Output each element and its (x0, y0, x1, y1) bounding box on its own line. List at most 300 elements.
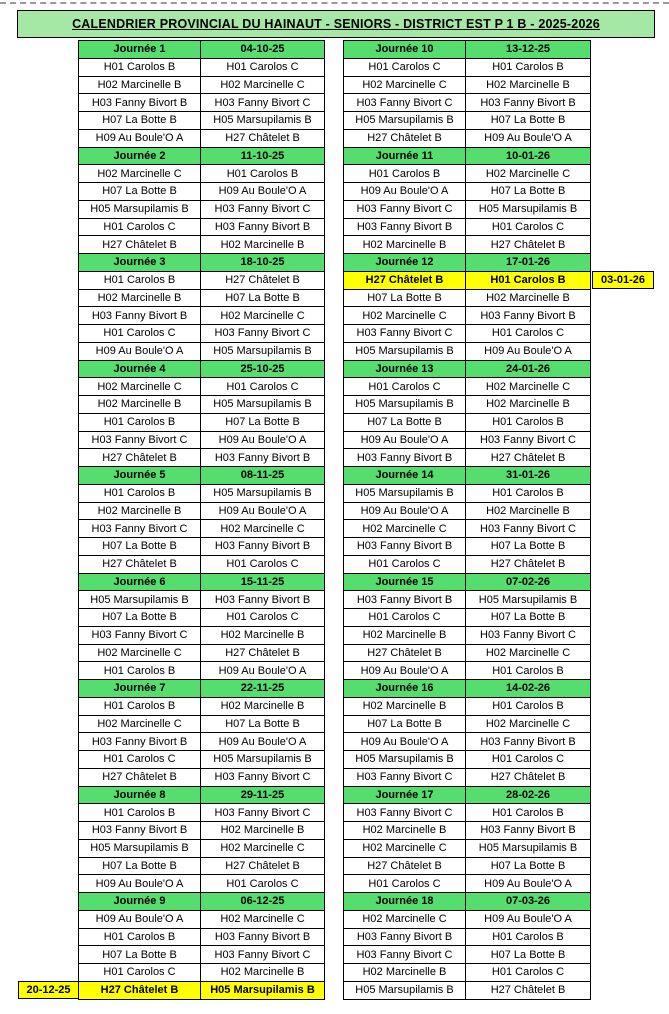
match-row (344, 981, 591, 999)
away-team-cell: H07 La Botte B (466, 857, 591, 875)
journee-header-row (344, 467, 591, 485)
home-team-cell: H05 Marsupilamis B (344, 751, 466, 769)
home-team-cell: H01 Carolos B (79, 413, 201, 431)
page-break-dashed-line (0, 2, 669, 4)
home-team-cell: H27 Châtelet B (79, 236, 201, 254)
match-row (79, 804, 325, 822)
journee-label: Journée 13 (344, 360, 466, 378)
match-row (344, 626, 591, 644)
journee-header-row (344, 893, 591, 911)
journee-label: Journée 16 (344, 680, 466, 698)
home-team-cell: H09 Au Boule'O A (344, 183, 466, 201)
journee-header-row (79, 360, 325, 378)
away-team-cell: H02 Marcinelle B (466, 502, 591, 520)
match-row (344, 129, 591, 147)
away-team-cell: H01 Carolos C (201, 58, 325, 76)
journee-date: 07-03-26 (466, 893, 591, 911)
match-row (79, 644, 325, 662)
postponed-date-label-right: 03-01-26 (592, 271, 654, 289)
journee-label: Journée 12 (344, 254, 466, 272)
home-team-cell: H05 Marsupilamis B (344, 981, 466, 999)
title-bar (17, 10, 655, 38)
home-team-cell: H02 Marcinelle B (344, 822, 466, 840)
away-team-cell: H27 Châtelet B (466, 555, 591, 573)
match-row (344, 609, 591, 627)
home-team-cell: H03 Fanny Bivort C (344, 804, 466, 822)
journee-header-row (344, 254, 591, 272)
away-team-cell: H02 Marcinelle C (466, 644, 591, 662)
match-row (344, 484, 591, 502)
match-row (79, 396, 325, 414)
away-team-cell: H07 La Botte B (201, 413, 325, 431)
journee-label: Journée 11 (344, 147, 466, 165)
journee-label: Journée 18 (344, 893, 466, 911)
match-row (344, 76, 591, 94)
away-team-cell: H01 Carolos B (466, 271, 591, 289)
match-row (79, 289, 325, 307)
match-row (344, 964, 591, 982)
match-row (344, 200, 591, 218)
match-row (79, 271, 325, 289)
home-team-cell: H01 Carolos B (79, 484, 201, 502)
away-team-cell: H01 Carolos C (466, 218, 591, 236)
away-team-cell: H03 Fanny Bivort C (201, 325, 325, 343)
match-row (344, 715, 591, 733)
match-row (79, 626, 325, 644)
away-team-cell: H09 Au Boule'O A (466, 875, 591, 893)
away-team-cell: H01 Carolos B (466, 413, 591, 431)
match-row (344, 591, 591, 609)
home-team-cell: H27 Châtelet B (79, 555, 201, 573)
home-team-cell: H03 Fanny Bivort C (79, 626, 201, 644)
away-team-cell: H03 Fanny Bivort C (201, 804, 325, 822)
home-team-cell: H09 Au Boule'O A (344, 431, 466, 449)
home-team-cell: H09 Au Boule'O A (79, 342, 201, 360)
away-team-cell: H02 Marcinelle C (201, 76, 325, 94)
home-team-cell: H01 Carolos B (79, 58, 201, 76)
away-team-cell: H05 Marsupilamis B (466, 591, 591, 609)
away-team-cell: H07 La Botte B (466, 946, 591, 964)
match-row (344, 875, 591, 893)
home-team-cell: H01 Carolos C (79, 964, 201, 982)
journee-date: 10-01-26 (466, 147, 591, 165)
match-row (79, 307, 325, 325)
away-team-cell: H03 Fanny Bivort B (201, 928, 325, 946)
match-row (79, 183, 325, 201)
away-team-cell: H09 Au Boule'O A (466, 129, 591, 147)
calendar-table-left (78, 40, 325, 1000)
home-team-cell: H27 Châtelet B (79, 981, 201, 999)
away-team-cell: H27 Châtelet B (466, 768, 591, 786)
home-team-cell: H03 Fanny Bivort C (344, 325, 466, 343)
match-row (79, 502, 325, 520)
away-team-cell: H03 Fanny Bivort B (466, 822, 591, 840)
away-team-cell: H05 Marsupilamis B (201, 484, 325, 502)
away-team-cell: H01 Carolos B (466, 58, 591, 76)
home-team-cell: H03 Fanny Bivort C (344, 94, 466, 112)
away-team-cell: H01 Carolos B (466, 928, 591, 946)
match-row (344, 378, 591, 396)
match-row (344, 555, 591, 573)
home-team-cell: H01 Carolos C (344, 58, 466, 76)
home-team-cell: H05 Marsupilamis B (344, 112, 466, 130)
match-row (79, 431, 325, 449)
home-team-cell: H27 Châtelet B (79, 449, 201, 467)
match-row (344, 697, 591, 715)
journee-header-row (344, 147, 591, 165)
home-team-cell: H27 Châtelet B (344, 129, 466, 147)
journee-label: Journée 8 (79, 786, 201, 804)
journee-date: 31-01-26 (466, 467, 591, 485)
match-row (344, 431, 591, 449)
home-team-cell: H03 Fanny Bivort C (344, 768, 466, 786)
home-team-cell: H07 La Botte B (79, 946, 201, 964)
journee-header-row (344, 360, 591, 378)
away-team-cell: H27 Châtelet B (201, 271, 325, 289)
away-team-cell: H03 Fanny Bivort C (201, 94, 325, 112)
journee-label: Journée 17 (344, 786, 466, 804)
away-team-cell: H03 Fanny Bivort B (201, 218, 325, 236)
away-team-cell: H07 La Botte B (201, 289, 325, 307)
match-row (79, 129, 325, 147)
away-team-cell: H07 La Botte B (466, 183, 591, 201)
journee-date: 18-10-25 (201, 254, 325, 272)
match-row (344, 839, 591, 857)
home-team-cell: H05 Marsupilamis B (79, 591, 201, 609)
journee-date: 07-02-26 (466, 573, 591, 591)
journee-label: Journée 3 (79, 254, 201, 272)
journee-header-row (79, 467, 325, 485)
away-team-cell: H27 Châtelet B (466, 236, 591, 254)
match-row (79, 715, 325, 733)
home-team-cell: H02 Marcinelle B (79, 502, 201, 520)
calendar-table-right (343, 40, 591, 1000)
journee-header-row (344, 786, 591, 804)
home-team-cell: H02 Marcinelle C (344, 76, 466, 94)
away-team-cell: H01 Carolos B (466, 484, 591, 502)
match-row (344, 928, 591, 946)
journee-label: Journée 1 (79, 41, 201, 59)
home-team-cell: H09 Au Boule'O A (79, 129, 201, 147)
home-team-cell: H01 Carolos C (344, 609, 466, 627)
away-team-cell: H02 Marcinelle C (201, 307, 325, 325)
home-team-cell: H07 La Botte B (79, 857, 201, 875)
match-row (344, 218, 591, 236)
journee-date: 29-11-25 (201, 786, 325, 804)
home-team-cell: H02 Marcinelle C (344, 839, 466, 857)
journee-header-row (344, 680, 591, 698)
match-row (344, 236, 591, 254)
match-row (344, 857, 591, 875)
away-team-cell: H03 Fanny Bivort C (201, 768, 325, 786)
match-row (344, 768, 591, 786)
home-team-cell: H05 Marsupilamis B (344, 342, 466, 360)
home-team-cell: H02 Marcinelle C (79, 715, 201, 733)
away-team-cell: H05 Marsupilamis B (466, 839, 591, 857)
match-row (79, 538, 325, 556)
match-row (344, 342, 591, 360)
away-team-cell: H01 Carolos C (466, 751, 591, 769)
match-row (344, 165, 591, 183)
away-team-cell: H03 Fanny Bivort C (201, 200, 325, 218)
away-team-cell: H02 Marcinelle C (466, 165, 591, 183)
away-team-cell: H07 La Botte B (201, 715, 325, 733)
away-team-cell: H01 Carolos C (201, 555, 325, 573)
match-row (79, 342, 325, 360)
match-row (79, 520, 325, 538)
home-team-cell: H03 Fanny Bivort B (344, 538, 466, 556)
home-team-cell: H01 Carolos B (79, 804, 201, 822)
match-row (344, 183, 591, 201)
match-row (79, 768, 325, 786)
away-team-cell: H09 Au Boule'O A (201, 502, 325, 520)
match-row (344, 396, 591, 414)
away-team-cell: H09 Au Boule'O A (466, 910, 591, 928)
match-row (79, 910, 325, 928)
match-row (344, 325, 591, 343)
journee-label: Journée 14 (344, 467, 466, 485)
journee-label: Journée 2 (79, 147, 201, 165)
away-team-cell: H05 Marsupilamis B (201, 342, 325, 360)
home-team-cell: H07 La Botte B (79, 609, 201, 627)
away-team-cell: H27 Châtelet B (201, 857, 325, 875)
home-team-cell: H01 Carolos C (79, 325, 201, 343)
match-row (79, 112, 325, 130)
match-row-highlighted (344, 271, 591, 289)
away-team-cell: H27 Châtelet B (201, 644, 325, 662)
match-row (344, 822, 591, 840)
home-team-cell: H01 Carolos B (79, 697, 201, 715)
match-row (79, 609, 325, 627)
journee-header-row (79, 573, 325, 591)
match-row (344, 112, 591, 130)
match-row (344, 751, 591, 769)
away-team-cell: H27 Châtelet B (466, 981, 591, 999)
match-row (344, 644, 591, 662)
home-team-cell: H02 Marcinelle C (344, 520, 466, 538)
away-team-cell: H03 Fanny Bivort B (201, 538, 325, 556)
away-team-cell: H02 Marcinelle B (201, 626, 325, 644)
home-team-cell: H09 Au Boule'O A (344, 662, 466, 680)
home-team-cell: H07 La Botte B (79, 112, 201, 130)
away-team-cell: H03 Fanny Bivort B (466, 307, 591, 325)
journee-header-row (79, 786, 325, 804)
match-row (344, 289, 591, 307)
home-team-cell: H02 Marcinelle C (79, 165, 201, 183)
away-team-cell: H02 Marcinelle B (466, 76, 591, 94)
away-team-cell: H09 Au Boule'O A (201, 431, 325, 449)
journee-date: 22-11-25 (201, 680, 325, 698)
match-row (79, 200, 325, 218)
away-team-cell: H09 Au Boule'O A (201, 733, 325, 751)
journee-date: 13-12-25 (466, 41, 591, 59)
away-team-cell: H01 Carolos B (201, 165, 325, 183)
away-team-cell: H09 Au Boule'O A (201, 662, 325, 680)
home-team-cell: H27 Châtelet B (79, 768, 201, 786)
away-team-cell: H03 Fanny Bivort C (466, 626, 591, 644)
away-team-cell: H02 Marcinelle B (201, 236, 325, 254)
away-team-cell: H03 Fanny Bivort B (201, 449, 325, 467)
match-row (79, 662, 325, 680)
home-team-cell: H05 Marsupilamis B (344, 484, 466, 502)
match-row (79, 591, 325, 609)
match-row (344, 449, 591, 467)
home-team-cell: H03 Fanny Bivort B (344, 928, 466, 946)
away-team-cell: H02 Marcinelle B (201, 822, 325, 840)
home-team-cell: H01 Carolos B (344, 165, 466, 183)
home-team-cell: H01 Carolos C (344, 378, 466, 396)
journee-date: 24-01-26 (466, 360, 591, 378)
journee-date: 08-11-25 (201, 467, 325, 485)
match-row (79, 751, 325, 769)
home-team-cell: H02 Marcinelle C (344, 910, 466, 928)
journee-header-row (79, 147, 325, 165)
home-team-cell: H05 Marsupilamis B (79, 200, 201, 218)
away-team-cell: H01 Carolos C (466, 964, 591, 982)
away-team-cell: H02 Marcinelle C (466, 378, 591, 396)
away-team-cell: H09 Au Boule'O A (466, 342, 591, 360)
match-row (344, 804, 591, 822)
away-team-cell: H05 Marsupilamis B (466, 200, 591, 218)
match-row (344, 307, 591, 325)
away-team-cell: H02 Marcinelle C (466, 715, 591, 733)
match-row (344, 662, 591, 680)
match-row (344, 413, 591, 431)
postponed-date-label-left: 20-12-25 (18, 981, 79, 999)
match-row (79, 236, 325, 254)
away-team-cell: H03 Fanny Bivort B (201, 591, 325, 609)
home-team-cell: H27 Châtelet B (344, 644, 466, 662)
away-team-cell: H01 Carolos C (201, 378, 325, 396)
away-team-cell: H01 Carolos C (466, 325, 591, 343)
home-team-cell: H01 Carolos C (344, 875, 466, 893)
home-team-cell: H03 Fanny Bivort C (344, 946, 466, 964)
home-team-cell: H07 La Botte B (79, 538, 201, 556)
away-team-cell: H07 La Botte B (466, 538, 591, 556)
match-row (79, 928, 325, 946)
journee-header-row (79, 41, 325, 59)
home-team-cell: H03 Fanny Bivort B (79, 733, 201, 751)
match-row (79, 413, 325, 431)
match-row (79, 697, 325, 715)
journee-header-row (79, 680, 325, 698)
home-team-cell: H02 Marcinelle C (79, 644, 201, 662)
home-team-cell: H09 Au Boule'O A (344, 733, 466, 751)
home-team-cell: H03 Fanny Bivort B (79, 822, 201, 840)
home-team-cell: H02 Marcinelle B (344, 697, 466, 715)
journee-label: Journée 4 (79, 360, 201, 378)
away-team-cell: H03 Fanny Bivort B (466, 733, 591, 751)
home-team-cell: H03 Fanny Bivort B (344, 591, 466, 609)
match-row (344, 520, 591, 538)
away-team-cell: H01 Carolos C (201, 609, 325, 627)
home-team-cell: H03 Fanny Bivort B (344, 218, 466, 236)
away-team-cell: H09 Au Boule'O A (201, 183, 325, 201)
away-team-cell: H02 Marcinelle B (466, 289, 591, 307)
home-team-cell: H02 Marcinelle B (79, 396, 201, 414)
journee-date: 11-10-25 (201, 147, 325, 165)
away-team-cell: H01 Carolos C (201, 875, 325, 893)
match-row (79, 76, 325, 94)
match-row (344, 910, 591, 928)
home-team-cell: H01 Carolos B (79, 662, 201, 680)
home-team-cell: H07 La Botte B (79, 183, 201, 201)
home-team-cell: H02 Marcinelle B (79, 76, 201, 94)
match-row (79, 964, 325, 982)
home-team-cell: H02 Marcinelle B (79, 289, 201, 307)
home-team-cell: H05 Marsupilamis B (79, 839, 201, 857)
match-row (79, 165, 325, 183)
match-row (79, 325, 325, 343)
journee-date: 25-10-25 (201, 360, 325, 378)
away-team-cell: H05 Marsupilamis B (201, 396, 325, 414)
journee-label: Journée 10 (344, 41, 466, 59)
journee-date: 14-02-26 (466, 680, 591, 698)
home-team-cell: H27 Châtelet B (344, 271, 466, 289)
match-row (344, 733, 591, 751)
match-row (344, 946, 591, 964)
home-team-cell: H01 Carolos C (79, 751, 201, 769)
away-team-cell: H05 Marsupilamis B (201, 112, 325, 130)
home-team-cell: H02 Marcinelle B (344, 236, 466, 254)
away-team-cell: H03 Fanny Bivort C (201, 946, 325, 964)
home-team-cell: H03 Fanny Bivort C (79, 431, 201, 449)
journee-date: 06-12-25 (201, 893, 325, 911)
journee-label: Journée 15 (344, 573, 466, 591)
home-team-cell: H02 Marcinelle B (344, 626, 466, 644)
away-team-cell: H01 Carolos B (466, 804, 591, 822)
match-row (79, 58, 325, 76)
match-row (344, 94, 591, 112)
match-row (79, 484, 325, 502)
away-team-cell: H05 Marsupilamis B (201, 751, 325, 769)
home-team-cell: H03 Fanny Bivort C (79, 520, 201, 538)
match-row (344, 58, 591, 76)
away-team-cell: H02 Marcinelle B (466, 396, 591, 414)
match-row (79, 875, 325, 893)
home-team-cell: H09 Au Boule'O A (79, 875, 201, 893)
match-row (79, 839, 325, 857)
journee-header-row (79, 254, 325, 272)
journee-header-row (79, 893, 325, 911)
away-team-cell: H02 Marcinelle B (201, 964, 325, 982)
journee-date: 28-02-26 (466, 786, 591, 804)
away-team-cell: H03 Fanny Bivort B (466, 94, 591, 112)
match-row (344, 502, 591, 520)
match-row (79, 857, 325, 875)
away-team-cell: H27 Châtelet B (201, 129, 325, 147)
home-team-cell: H02 Marcinelle C (79, 378, 201, 396)
home-team-cell: H27 Châtelet B (344, 857, 466, 875)
journee-header-row (344, 573, 591, 591)
match-row-highlighted (79, 981, 325, 999)
match-row (79, 733, 325, 751)
home-team-cell: H03 Fanny Bivort B (79, 94, 201, 112)
away-team-cell: H03 Fanny Bivort C (466, 520, 591, 538)
home-team-cell: H07 La Botte B (344, 413, 466, 431)
journee-label: Journée 5 (79, 467, 201, 485)
match-row (79, 378, 325, 396)
match-row (344, 538, 591, 556)
journee-date: 04-10-25 (201, 41, 325, 59)
home-team-cell: H01 Carolos B (79, 271, 201, 289)
home-team-cell: H03 Fanny Bivort B (79, 307, 201, 325)
match-row (79, 822, 325, 840)
away-team-cell: H02 Marcinelle C (201, 520, 325, 538)
journee-date: 17-01-26 (466, 254, 591, 272)
away-team-cell: H01 Carolos B (466, 697, 591, 715)
away-team-cell: H02 Marcinelle C (201, 910, 325, 928)
